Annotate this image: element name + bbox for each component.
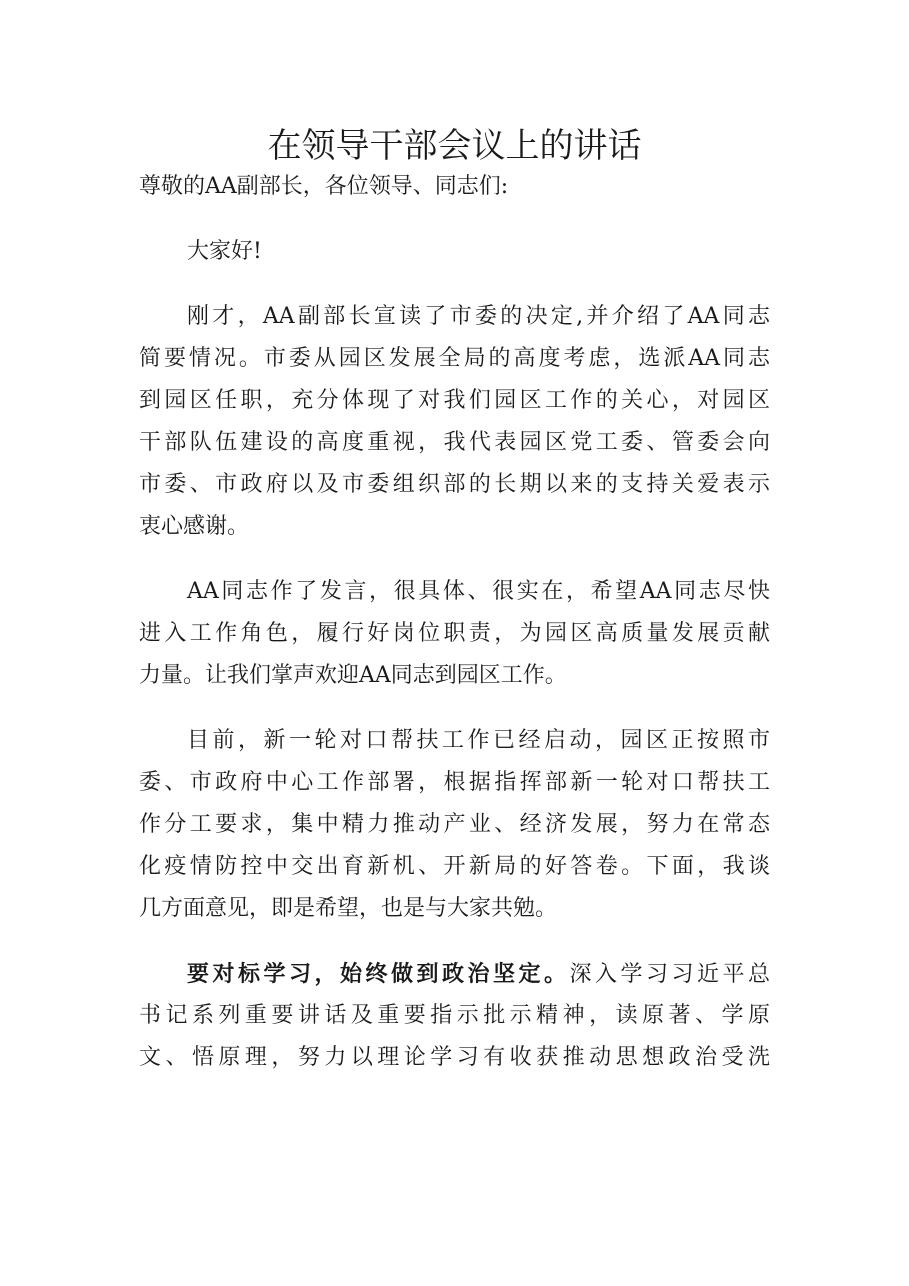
greeting: 大家好! [187,239,262,264]
document-body [139,166,770,1079]
paragraph-line: 简要情况。市委从园区发展全局的高度考虑，选派AA同志 [139,346,770,371]
paragraph-bold-lead: 要对标学习，始终做到政治坚定。 [187,961,570,987]
paragraph-line: 目前，新一轮对口帮扶工作已经启动，园区正按照市 [187,728,770,753]
paragraph-line: 作分工要求，集中精力推动产业、经济发展，努力在常态 [139,812,770,837]
paragraph-line: 化疫情防控中交出育新机、开新局的好答卷。下面，我谈 [139,854,770,879]
paragraph-line: 到园区任职，充分体现了对我们园区工作的关心，对园区 [139,388,770,413]
paragraph-line: AA同志作了发言，很具体、很实在，希望AA同志尽快 [187,579,770,604]
paragraph-2 [139,571,770,697]
document-title: 在领导干部会议上的讲话 [267,126,642,166]
paragraph-line: 刚才，AA副部长宣读了市委的决定,并介绍了AA同志 [187,304,770,329]
paragraph-1 [139,296,770,548]
paragraph-3 [139,720,770,930]
paragraph-line [139,953,770,995]
salutation: 尊敬的AA副部长，各位领导、同志们: [139,174,509,199]
paragraph-line: 文、悟原理，努力以理论学习有收获推动思想政治受洗 [139,1045,770,1070]
paragraph-line: 衷心感谢。 [139,514,250,539]
paragraph-line: 干部队伍建设的高度重视，我代表园区党工委、管委会向 [139,430,770,455]
paragraph-line: 市委、市政府以及市委组织部的长期以来的支持关爱表示 [139,472,770,497]
paragraph-line: 几方面意见，即是希望，也是与大家共勉。 [139,896,558,921]
paragraph-line: 委、市政府中心工作部署，根据指挥部新一轮对口帮扶工 [139,770,770,795]
paragraph-4 [139,953,770,1079]
paragraph-line: 进入工作角色，履行好岗位职责，为园区高质量发展贡献 [139,621,770,646]
paragraph-text: 深入学习习近平总 [569,962,770,987]
paragraph-line: 书记系列重要讲话及重要指示批示精神，读原著、学原 [139,1003,770,1028]
paragraph-line: 力量。让我们掌声欢迎AA同志到园区工作。 [139,663,567,688]
